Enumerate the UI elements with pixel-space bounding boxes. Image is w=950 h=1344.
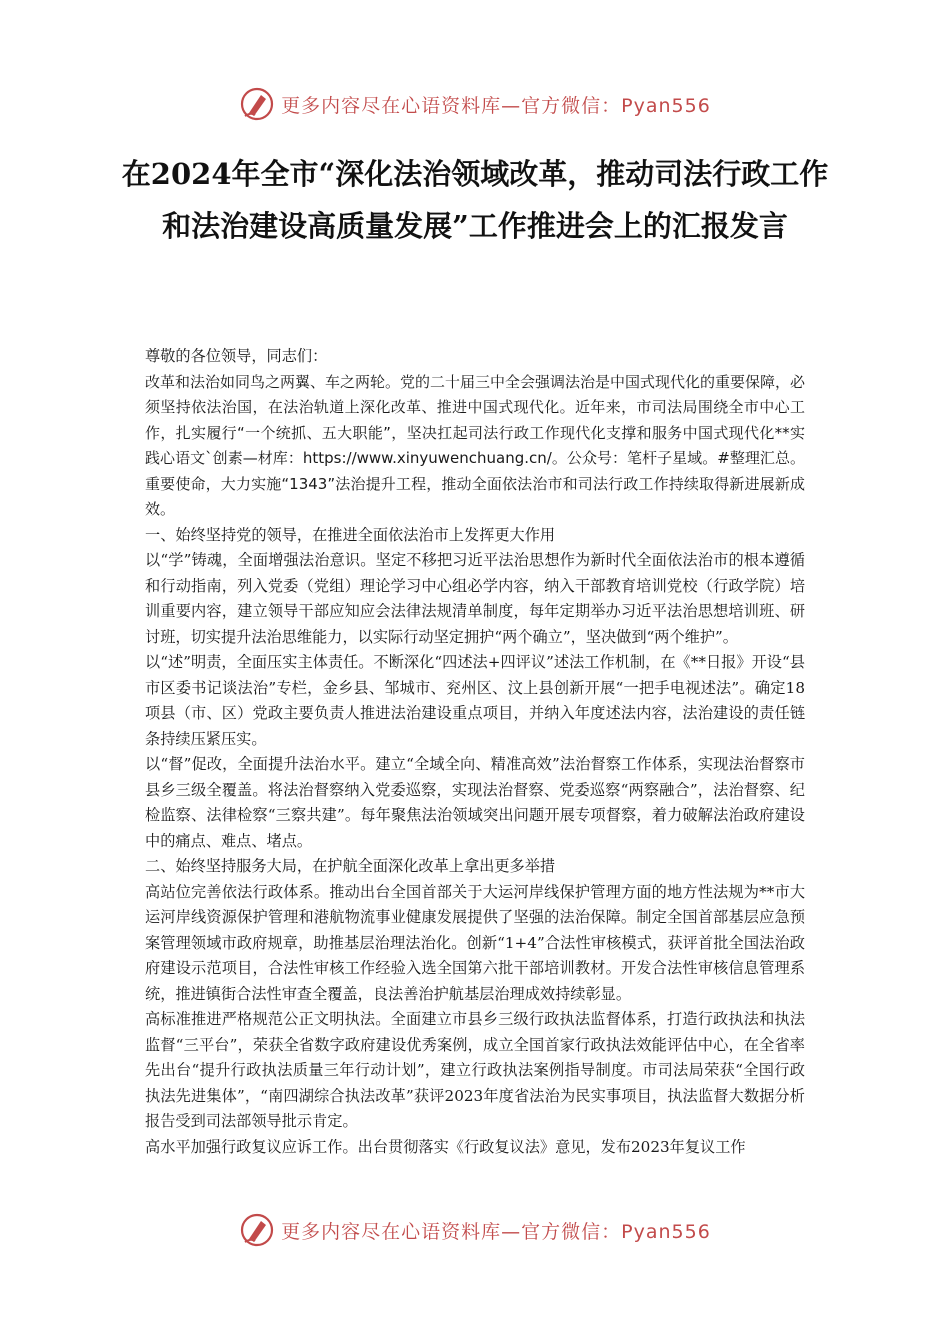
body-paragraph: 以“述”明责，全面压实主体责任。不断深化“四述法+四评议”述法工作机制，在《**日报》开设“县市区委书记谈法治”专栏，金乡县、邹城市、兖州区、汶上县创新开展“一把手电视述法”。确定18项县（市、区）党政主要负责人推进法治建设重点项目，并纳入年度述法内容，法治建设的责任链条持续压紧压实。: [145, 653, 805, 748]
document-body: [145, 344, 805, 1160]
pen-nib-circle-icon: [239, 1212, 275, 1248]
footer-banner: [0, 1210, 950, 1250]
banner-text: 更多内容尽在心语资料库—官方微信：Pyan556: [281, 94, 711, 117]
banner-text: 更多内容尽在心语资料库—官方微信：Pyan556: [281, 1220, 711, 1243]
section-heading-2: 二、始终坚持服务大局，在护航全面深化改革上拿出更多举措: [145, 857, 556, 875]
document-title: 在2024年全市“深化法治领域改革，推动司法行政工作和法治建设高质量发展”工作推进会上的汇报发言: [121, 157, 829, 243]
body-paragraph: 以“督”促改，全面提升法治水平。建立“全域全向、精准高效”法治督察工作体系，实现法治督察市县乡三级全覆盖。将法治督察纳入党委巡察，实现法治督察、党委巡察“两察融合”，法治督察、纪检监察、法律检察“三察共建”。每年聚焦法治领域突出问题开展专项督察，着力破解法治政府建设中的痛点、难点、堵点。: [145, 755, 805, 850]
section-heading-1: 一、始终坚持党的领导，在推进全面依法治市上发挥更大作用: [145, 525, 556, 544]
salutation: 尊敬的各位领导，同志们：: [145, 347, 328, 365]
body-paragraph: 高站位完善依法行政体系。推动出台全国首部关于大运河岸线保护管理方面的地方性法规为**市大运河岸线资源保护管理和港航物流事业健康发展提供了坚强的法治保障。制定全国首部基层应急预案管理领域市政府规章，助推基层治理法治化。创新“1+4”合法性审核模式，获评首批全国法治政府建设示范项目，合法性审核工作经验入选全国第六批干部培训教材。开发合法性审核信息管理系统，推进镇街合法性审查全覆盖，良法善治护航基层治理成效持续彰显。: [145, 882, 805, 1003]
body-paragraph: 高标准推进严格规范公正文明执法。全面建立市县乡三级行政执法监督体系，打造行政执法和执法监督“三平台”，荣获全省数字政府建设优秀案例，成立全国首家行政执法效能评估中心，在全省率先出台“提升行政执法质量三年行动计划”，建立行政执法案例指导制度。市司法局荣获“全国行政执法先进集体”，“南四湖综合执法改革”获评2023年度省法治为民实事项目，执法监督大数据分析报告受到司法部领导批示肯定。: [145, 1010, 805, 1130]
pen-nib-circle-icon: [239, 86, 275, 122]
body-paragraph: 以“学”铸魂，全面增强法治意识。坚定不移把习近平法治思想作为新时代全面依法治市的根本遵循和行动指南，列入党委（党组）理论学习中心组必学内容，纳入干部教育培训党校（行政学院）培训重要内容，建立领导干部应知应会法律法规清单制度，每年定期举办习近平法治思想培训班、研讨班，切实提升法治思维能力，以实际行动坚定拥护“两个确立”，坚决做到“两个维护”。: [145, 551, 805, 646]
intro-paragraph: 改革和法治如同鸟之两翼、车之两轮。党的二十届三中全会强调法治是中国式现代化的重要保障，必须坚持依法治国，在法治轨道上深化改革、推进中国式现代化。近年来，市司法局围绕全市中心工作，扎实履行“一个统抓、五大职能”，坚决扛起司法行政工作现代化支撑和服务中国式现代化**实践心语文`创素—材库：https://www.xinyuwenchuang.cn/。公众号：笔杆子星域。#整理汇总。重要使命，大力实施“1343”法治提升工程，推动全面依法治市和司法行政工作持续取得新进展新成效。: [145, 372, 806, 518]
header-banner: [0, 84, 950, 124]
body-paragraph: 高水平加强行政复议应诉工作。出台贯彻落实《行政复议法》意见，发布2023年复议工作: [145, 1137, 746, 1156]
